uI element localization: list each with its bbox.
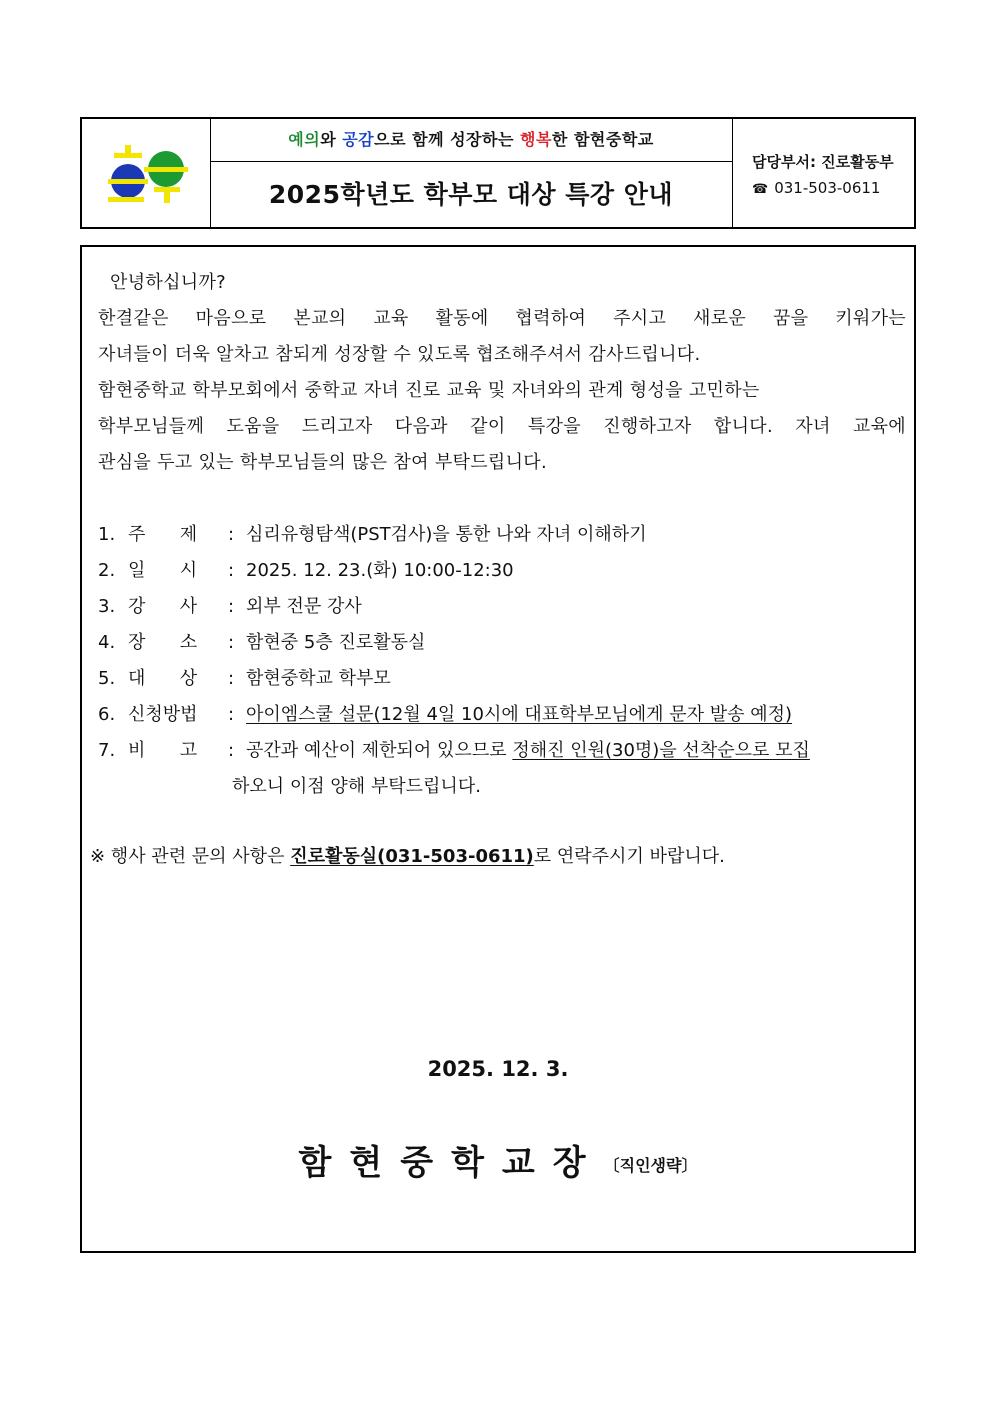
item-number: 1.	[98, 524, 116, 545]
item-value: 2025. 12. 23.(화) 10:00-12:30	[246, 560, 514, 581]
item-value: 함현중학교 학부모	[246, 668, 391, 689]
signature-line	[82, 1135, 914, 1184]
paragraph-line: 관심을 두고 있는 학부모님들의 많은 참여 부탁드립니다.	[98, 452, 547, 473]
item-number: 4.	[98, 632, 116, 653]
item-label: 대 상	[128, 668, 198, 689]
slogan-word-empathy: 공감	[342, 130, 375, 149]
item-value-underlined: 정해진 인원(30명)을 선착순으로 모집	[512, 740, 810, 761]
paragraph-line: 자녀들이 더욱 알차고 참되게 성장할 수 있도록 협조해주셔서 감사드립니다.	[98, 344, 701, 365]
item-colon: :	[228, 740, 235, 761]
slogan-word-happiness: 행복	[520, 130, 552, 149]
divider	[210, 161, 732, 162]
item-number: 7.	[98, 740, 116, 761]
greeting: 안녕하십니까?	[110, 272, 226, 293]
slogan-text: 으로 함께 성장하는	[374, 130, 520, 149]
item-colon: :	[228, 704, 235, 725]
item-label: 주 제	[128, 524, 198, 545]
item-value: 심리유형탐색(PST검사)을 통한 나와 자녀 이해하기	[246, 524, 647, 545]
item-colon: :	[228, 524, 235, 545]
inquiry-note	[90, 839, 725, 875]
contact-phone	[752, 179, 880, 197]
item-colon: :	[228, 668, 235, 689]
item-value: 함현중 5층 진로활동실	[246, 632, 426, 653]
detail-item-application	[98, 697, 910, 733]
item-number: 5.	[98, 668, 116, 689]
school-slogan	[210, 127, 732, 150]
document-title: 2025학년도 학부모 대상 특강 안내	[268, 180, 674, 209]
department-label: 담당부서: 진로활동부	[752, 153, 894, 171]
paragraph-line: 한결같은 마음으로 본교의 교육 활동에 협력하여 주시고 새로운 꿈을 키워가는	[98, 308, 906, 329]
slogan-text: 와	[320, 130, 343, 149]
contact-cell	[732, 119, 914, 227]
item-number: 6.	[98, 704, 116, 725]
paragraph-line: 학부모님들께 도움을 드리고자 다음과 같이 특강을 진행하고자 합니다. 자녀 교육에	[98, 416, 906, 437]
item-label: 강 사	[128, 596, 198, 617]
note-prefix: ※ 행사 관련 문의 사항은	[90, 846, 291, 867]
item-colon: :	[228, 632, 235, 653]
detail-item-remarks	[98, 733, 910, 769]
item-label: 일 시	[128, 560, 198, 581]
item-label: 장 소	[128, 632, 198, 653]
signer-name: 함현중학교장	[298, 1143, 604, 1183]
item-value: 공간과 예산이 제한되어 있으므로	[246, 740, 513, 761]
phone-number: 031-503-0611	[774, 179, 881, 197]
remarks-continuation: 하오니 이점 양해 부탁드립니다.	[232, 776, 481, 797]
slogan-text: 한 함현중학교	[551, 130, 654, 149]
note-suffix: 로 연락주시기 바랍니다.	[533, 846, 725, 867]
detail-item-target	[98, 661, 910, 697]
item-value-underlined: (12월 4일 10시에 대표학부모님에게 문자 발송 예정)	[373, 704, 793, 725]
school-logo	[106, 141, 188, 205]
slogan-word-courtesy: 예의	[288, 130, 321, 149]
item-number: 3.	[98, 596, 116, 617]
phone-icon: ☎	[752, 182, 769, 197]
paragraph-line: 함현중학교 학부모회에서 중학교 자녀 진로 교육 및 자녀와의 관계 형성을 고민하는	[98, 380, 760, 401]
title-cell	[210, 119, 733, 227]
header-table	[80, 117, 916, 229]
seal-omitted-note: 〔직인생략〕	[603, 1156, 698, 1175]
item-label: 비 고	[128, 740, 198, 761]
item-label: 신청방법	[128, 704, 198, 725]
item-colon: :	[228, 560, 235, 581]
detail-item-datetime	[98, 553, 910, 589]
item-value: 아이엠스쿨 설문	[246, 704, 374, 725]
logo-cell	[82, 119, 211, 227]
item-colon: :	[228, 596, 235, 617]
detail-item-lecturer	[98, 589, 910, 625]
detail-item-topic	[98, 517, 910, 553]
body-content	[80, 245, 916, 1253]
note-contact: 진로활동실(031-503-0611)	[290, 846, 534, 867]
item-number: 2.	[98, 560, 116, 581]
detail-item-location	[98, 625, 910, 661]
item-value: 외부 전문 강사	[246, 596, 362, 617]
issue-date: 2025. 12. 3.	[427, 1057, 569, 1081]
